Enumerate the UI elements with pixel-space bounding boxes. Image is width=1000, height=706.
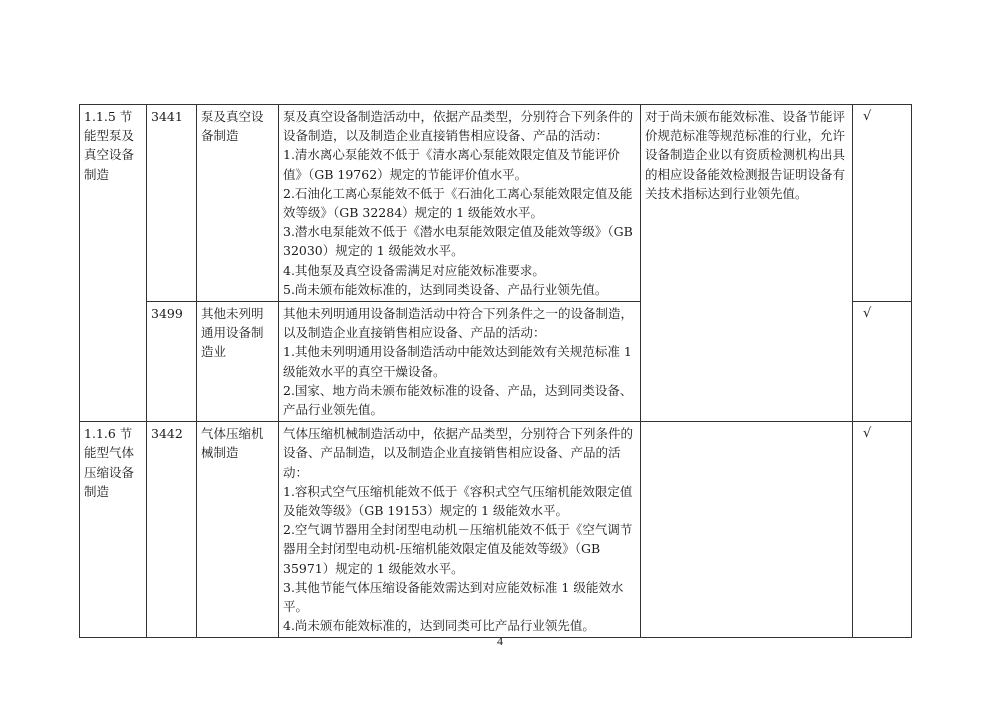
description-cell [279, 302, 641, 422]
description-line: 1.其他未列明通用设备制造活动中能效达到能效有关规范标准 1 级能效水平的真空干燥设备。 [283, 344, 632, 379]
description-line: 1.清水离心泵能效不低于《清水离心泵能效限定值及节能评价值》（GB 19762）规定的节能评价值水平。 [283, 147, 620, 182]
category-cell: 1.1.6 节能型气体压缩设备制造 [80, 422, 147, 638]
description-cell [279, 105, 641, 302]
description-line: 4.尚未颁布能效标准的，达到同类可比产品行业领先值。 [283, 618, 595, 634]
description-line: 5.尚未颁布能效标准的，达到同类设备、产品行业领先值。 [283, 281, 608, 297]
description-line: 2.国家、地方尚未颁布能效标准的设备、产品，达到同类设备、产品行业领先值。 [283, 382, 633, 418]
description-line: 其他未列明通用设备制造活动中符合下列条件之一的设备制造，以及制造企业直接销售相应设备、产品的活动： [283, 306, 634, 341]
industry-code-cell: 3442 [147, 422, 197, 638]
table-row [80, 105, 912, 302]
description-line: 3.潜水电泵能效不低于《潜水电泵能效限定值及能效等级》（GB 32030）规定的 1 级能效水平。 [283, 224, 633, 259]
description-line: 气体压缩机械制造活动中，依据产品类型，分别符合下列条件的设备、产品制造，以及制造企业直接销售相应设备、产品的活动： [283, 426, 634, 480]
industry-name-cell: 其他未列明通用设备制造业 [197, 302, 279, 422]
check-mark: √ [863, 109, 872, 124]
note-cell [641, 422, 853, 638]
catalog-table [79, 104, 912, 638]
check-cell [853, 302, 912, 422]
description-line: 1.容积式空气压缩机能效不低于《容积式空气压缩机能效限定值及能效等级》（GB 19153）规定的 1 级能效水平。 [283, 483, 633, 519]
description-line: 3.其他节能气体压缩设备能效需达到对应能效标准 1 级能效水平。 [283, 579, 624, 615]
check-cell [853, 105, 912, 302]
description-cell [279, 422, 641, 638]
description-line: 2.空气调节器用全封闭型电动机－压缩机能效不低于《空气调节器用全封闭型电动机-压缩机能效限定值及能效等级》（GB 35971）规定的 1 级能效水平。 [283, 522, 633, 576]
description-line: 2.石油化工离心泵能效不低于《石油化工离心泵能效限定值及能效等级》（GB 32284）规定的 1 级能效水平。 [283, 185, 633, 221]
description-line: 4.其他泵及真空设备需满足对应能效标准要求。 [283, 262, 545, 278]
table-row [80, 422, 912, 638]
page-number: 4 [497, 634, 503, 648]
industry-name-cell: 气体压缩机械制造 [197, 422, 279, 638]
description-line: 泵及真空设备制造活动中，依据产品类型，分别符合下列条件的设备制造，以及制造企业直接销售相应设备、产品的活动： [283, 109, 634, 144]
check-cell [853, 422, 912, 638]
check-mark: √ [863, 306, 872, 322]
note-cell: 对于尚未颁布能效标准、设备节能评价规范标准等规范标准的行业，允许设备制造企业以有资质检测机构出具的相应设备能效检测报告证明设备有关技术指标达到行业领先值。 [641, 105, 853, 422]
check-mark: √ [863, 426, 872, 442]
industry-code-cell: 3441 [147, 105, 197, 302]
industry-name-cell: 泵及真空设备制造 [197, 105, 279, 302]
category-cell: 1.1.5 节能型泵及真空设备制造 [80, 105, 147, 422]
industry-code-cell: 3499 [147, 302, 197, 422]
